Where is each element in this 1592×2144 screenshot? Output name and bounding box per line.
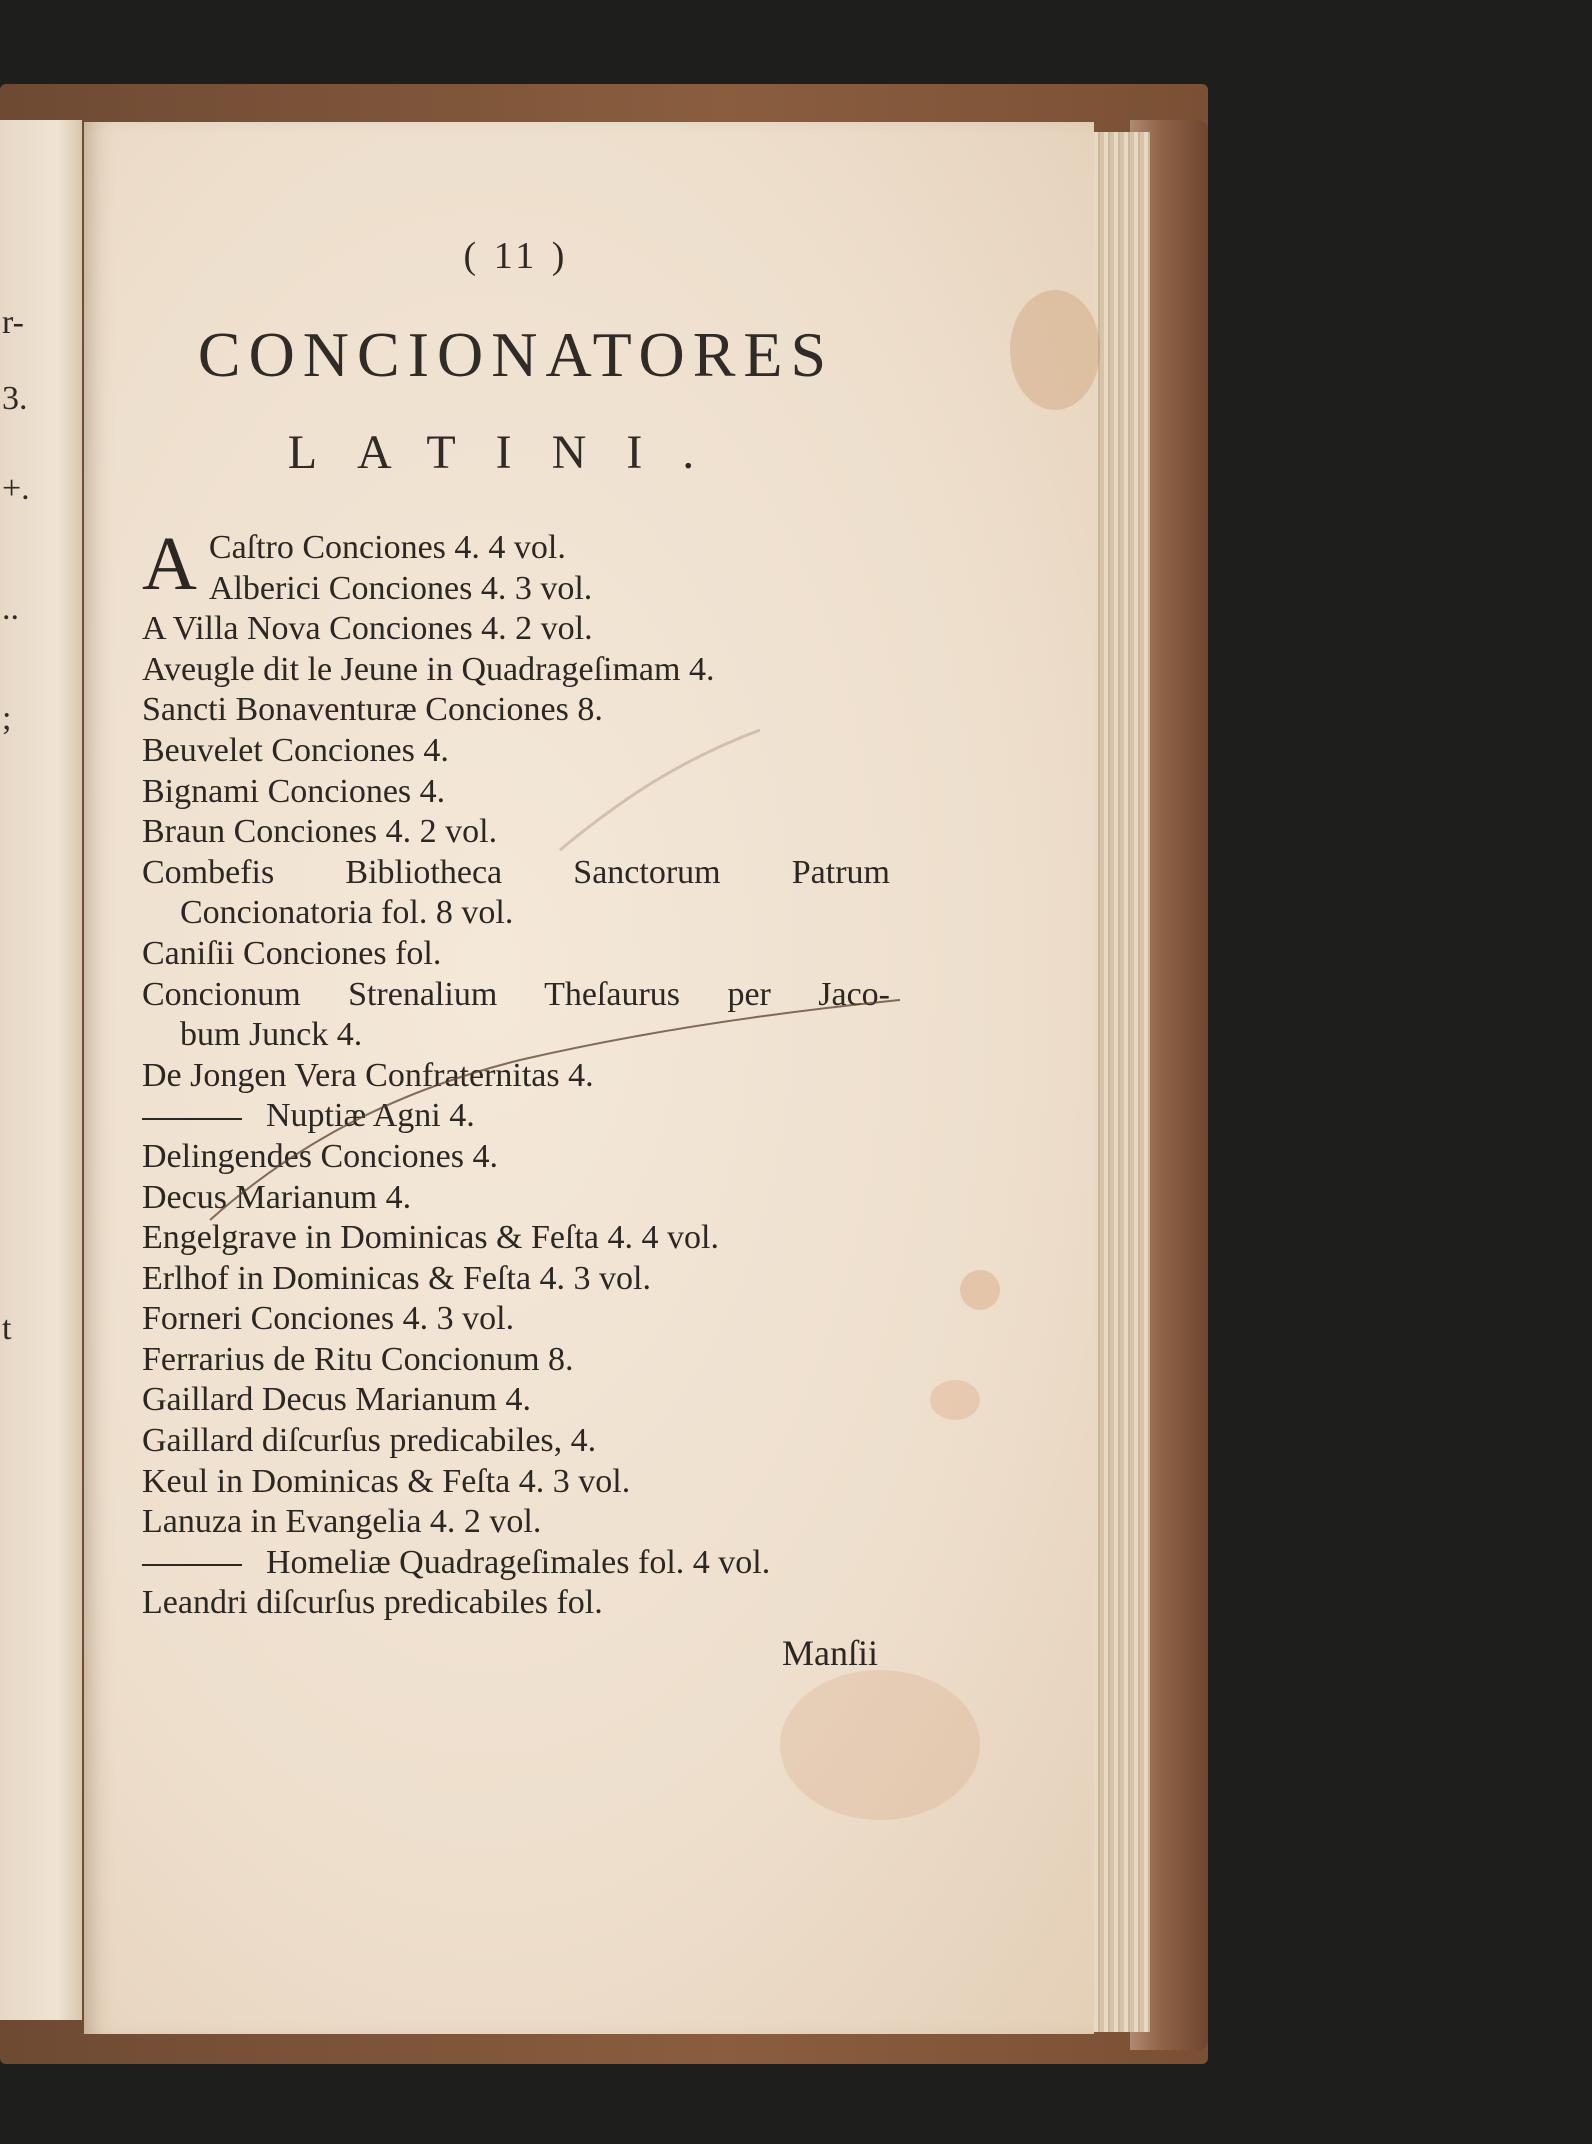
ditto-dash bbox=[142, 1564, 242, 1566]
list-item: Decus Marianum 4. bbox=[142, 1178, 412, 1216]
entry-list bbox=[142, 522, 890, 1624]
list-item: Beuvelet Conciones 4. bbox=[142, 731, 449, 769]
ditto-dash bbox=[142, 1118, 242, 1120]
page-heading: CONCIONATORES bbox=[197, 319, 835, 390]
list-item bbox=[142, 1543, 890, 1584]
entry-text: Nuptiæ Agni 4. bbox=[266, 1097, 475, 1135]
list-item: Erlhof in Dominicas & Feſta 4. 3 vol. bbox=[142, 1259, 651, 1297]
list-item: Lanuza in Evangelia 4. 2 vol. bbox=[142, 1503, 542, 1541]
list-item: Sancti Bonaventuræ Conciones 8. bbox=[142, 691, 603, 729]
entry-text: Homeliæ Quadrageſimales fol. 4 vol. bbox=[266, 1543, 771, 1581]
left-page-fragment: ; bbox=[2, 700, 12, 737]
list-item: Keul in Dominicas & Feſta 4. 3 vol. bbox=[142, 1462, 631, 1500]
left-page-fragment: 3. bbox=[2, 380, 28, 417]
list-item: Aveugle dit le Jeune in Quadrageſimam 4. bbox=[142, 650, 715, 688]
list-item: Gaillard Decus Marianum 4. bbox=[142, 1381, 531, 1419]
left-page-fragment: t bbox=[2, 1310, 12, 1347]
list-item: Leandri diſcurſus predicabiles fol. bbox=[142, 1584, 603, 1622]
catchword: Manſii bbox=[782, 1633, 878, 1673]
left-page-fragment: r- bbox=[2, 304, 24, 341]
list-item: Gaillard diſcurſus predicabiles, 4. bbox=[142, 1422, 597, 1460]
list-item: Delingendes Conciones 4. bbox=[142, 1137, 498, 1175]
list-item: Concionum Strenalium Theſaurus per Jaco- bbox=[142, 975, 890, 1013]
list-item: Engelgrave in Dominicas & Feſta 4. 4 vol. bbox=[142, 1219, 719, 1257]
list-item: De Jongen Vera Confraternitas 4. bbox=[142, 1056, 594, 1094]
list-item: bum Junck 4. bbox=[180, 1016, 363, 1054]
page-number: ( 11 ) bbox=[463, 235, 569, 277]
list-item: Combefis Bibliotheca Sanctorum Patrum bbox=[142, 853, 890, 891]
entry-text: Alberici Conciones 4. 3 vol. bbox=[208, 569, 593, 607]
left-page-fragment: .. bbox=[2, 590, 19, 627]
list-item: Braun Conciones 4. 2 vol. bbox=[142, 813, 498, 851]
list-item: A Villa Nova Conciones 4. 2 vol. bbox=[142, 610, 593, 648]
entry-text: Caſtro Conciones 4. 4 vol. bbox=[208, 529, 566, 566]
drop-cap: A bbox=[142, 522, 197, 606]
left-page-fragment: +. bbox=[2, 470, 30, 507]
list-item bbox=[142, 522, 890, 609]
list-item: Concionatoria fol. 8 vol. bbox=[180, 894, 514, 932]
list-item: Caniſii Conciones fol. bbox=[142, 934, 442, 972]
page-subheading: LATINI. bbox=[287, 426, 735, 479]
list-item: Bignami Conciones 4. bbox=[142, 772, 446, 810]
list-item bbox=[142, 1096, 890, 1137]
list-item: Forneri Conciones 4. 3 vol. bbox=[142, 1300, 515, 1338]
list-item: Ferrarius de Ritu Concionum 8. bbox=[142, 1340, 574, 1378]
